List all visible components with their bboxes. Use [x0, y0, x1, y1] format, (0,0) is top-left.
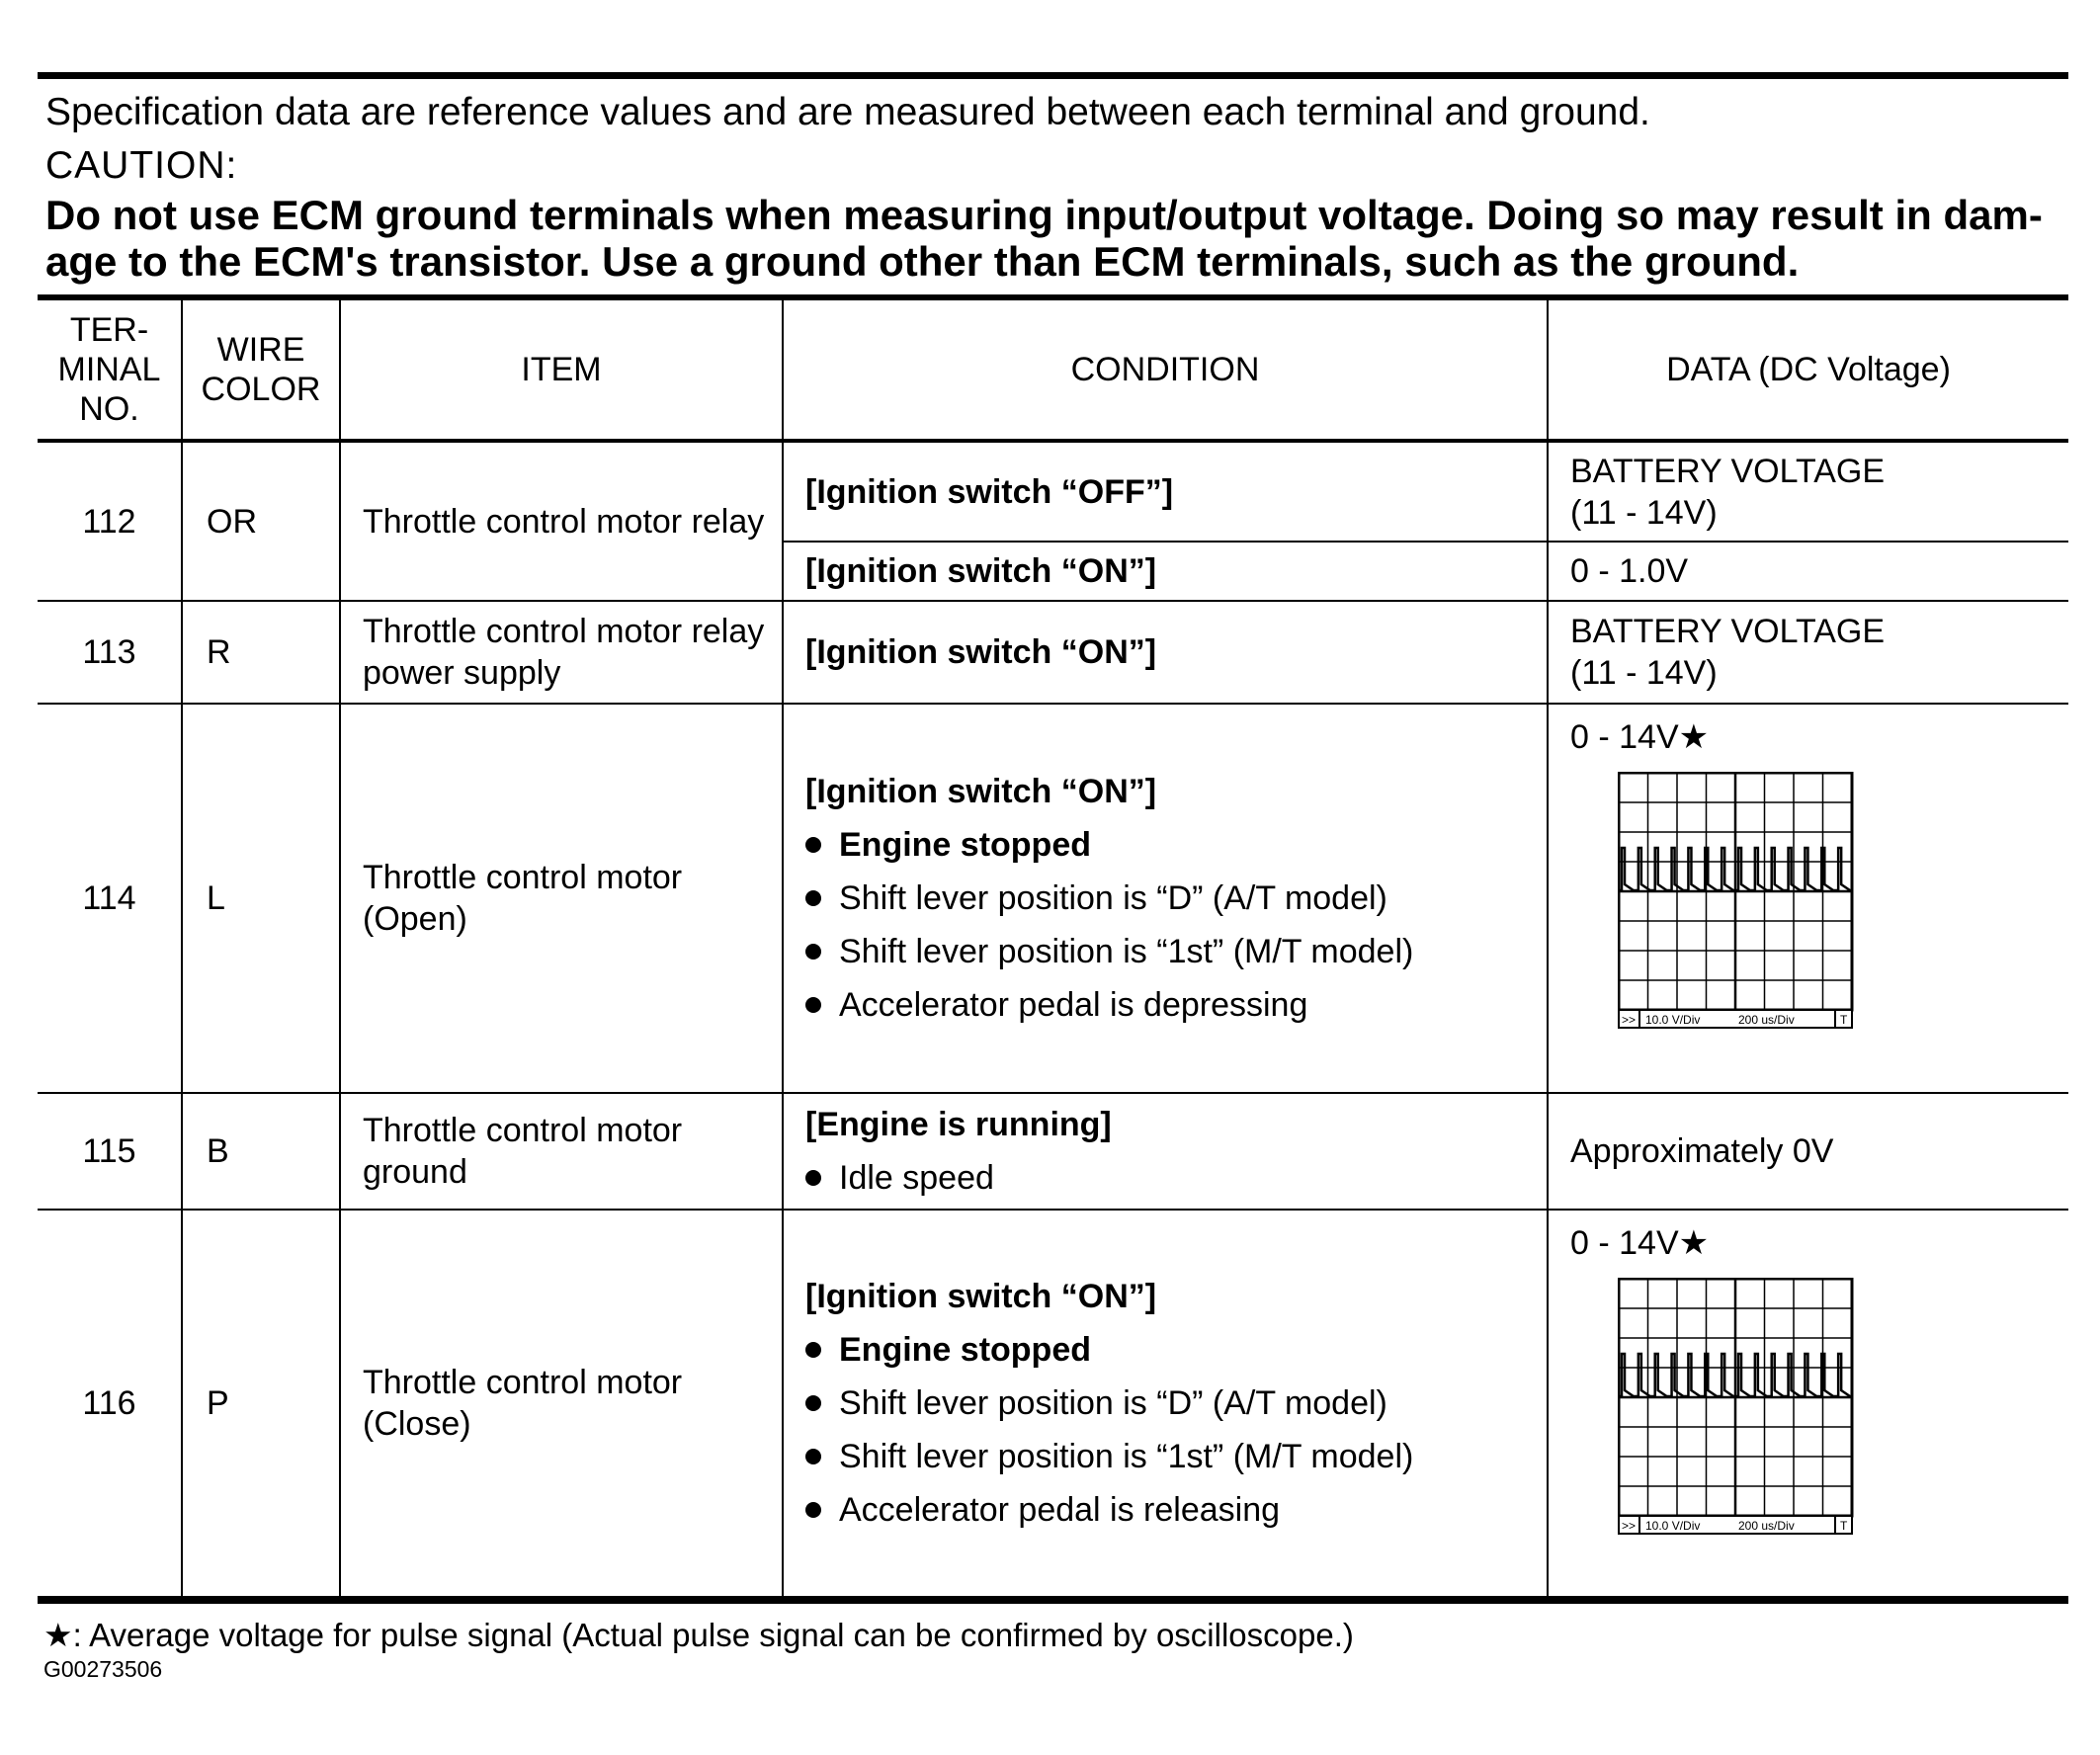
data-cell: BATTERY VOLTAGE (11 - 14V) — [1548, 601, 2068, 704]
data-cell: 0 - 1.0V — [1548, 542, 2068, 601]
table-row — [38, 441, 2068, 542]
data-cell: 0 - 14V★ >> 10.0 V/Div 200 us/Div T — [1548, 1210, 2068, 1597]
data-cell: BATTERY VOLTAGE (11 - 14V) — [1548, 441, 2068, 542]
header-data: DATA (DC Voltage) — [1548, 300, 2068, 441]
condition-cell: [Ignition switch “OFF”] — [783, 441, 1548, 542]
condition-bullet: Accelerator pedal is releasing — [805, 1483, 1547, 1537]
condition-bullet: Shift lever position is “D” (A/T model) — [805, 1377, 1547, 1430]
condition-bullet: Engine stopped — [805, 1323, 1547, 1377]
terminal-cell: 116 — [38, 1210, 182, 1597]
condition-cell: [Ignition switch “ON”] — [783, 542, 1548, 601]
condition-cell: [Ignition switch “ON”] Engine stopped Shift lever position is “D” (A/T model) Shift lever position is “1st” (M/T model) Accelerator pedal is depressing — [783, 704, 1548, 1093]
table-row — [38, 1093, 2068, 1210]
scope-time-div: 200 us/Div — [1738, 1519, 1795, 1533]
table-bottom-rule — [38, 1598, 2068, 1604]
footnote: ★: Average voltage for pulse signal (Actual pulse signal can be confirmed by oscilloscope.) — [43, 1617, 1354, 1653]
caution-line-1: Do not use ECM ground terminals when measuring input/output voltage. Doing so may result in dam- — [45, 192, 2043, 238]
figure-id: G00273506 — [43, 1656, 163, 1682]
terminal-cell: 115 — [38, 1093, 182, 1210]
scope-time-div: 200 us/Div — [1738, 1013, 1795, 1027]
item-cell: Throttle control motor relay — [340, 441, 783, 601]
terminal-cell: 113 — [38, 601, 182, 704]
scope-volt-div: 10.0 V/Div — [1645, 1013, 1701, 1027]
condition-cell: [Engine is running] Idle speed — [783, 1093, 1548, 1210]
page — [38, 72, 2068, 1683]
item-cell: Throttle control motor ground — [340, 1093, 783, 1210]
terminal-cell: 114 — [38, 704, 182, 1093]
item-cell: Throttle control motor (Open) — [340, 704, 783, 1093]
item-cell: Throttle control motor relay power supply — [340, 601, 783, 704]
scope-suffix: T — [1840, 1013, 1848, 1027]
scope-suffix: T — [1840, 1519, 1848, 1533]
condition-cell: [Ignition switch “ON”] — [783, 601, 1548, 704]
data-cell: Approximately 0V — [1548, 1093, 2068, 1210]
table-header-row — [38, 300, 2068, 441]
table-row — [38, 704, 2068, 1093]
scope-volt-div: 10.0 V/Div — [1645, 1519, 1701, 1533]
terminal-cell: 112 — [38, 441, 182, 601]
caution-text — [38, 192, 2068, 285]
header-condition: CONDITION — [783, 300, 1548, 441]
wire-color-cell: B — [182, 1093, 340, 1210]
caution-title: CAUTION: — [45, 144, 238, 187]
condition-cell: [Ignition switch “ON”] Engine stopped Shift lever position is “D” (A/T model) Shift lever position is “1st” (M/T model) Accelerator pedal is releasing — [783, 1210, 1548, 1597]
item-cell: Throttle control motor (Close) — [340, 1210, 783, 1597]
oscilloscope-waveform — [1618, 772, 1855, 1029]
condition-bullet: Engine stopped — [805, 818, 1547, 872]
oscilloscope-waveform — [1618, 1278, 1855, 1535]
condition-bullet: Shift lever position is “D” (A/T model) — [805, 872, 1547, 925]
condition-bullet: Shift lever position is “1st” (M/T model) — [805, 1430, 1547, 1483]
header-wire-color: WIRE COLOR — [182, 300, 340, 441]
wire-color-cell: P — [182, 1210, 340, 1597]
condition-bullet: Idle speed — [805, 1151, 1547, 1205]
header-terminal-no: TER- MINAL NO. — [38, 300, 182, 441]
caution-line-2: age to the ECM's transistor. Use a ground other than ECM terminals, such as the ground. — [45, 238, 1800, 285]
header-item: ITEM — [340, 300, 783, 441]
wire-color-cell: R — [182, 601, 340, 704]
data-cell: 0 - 14V★ >> 10.0 V/Div 200 us/Div T — [1548, 704, 2068, 1093]
scope-prefix: >> — [1622, 1013, 1637, 1027]
condition-bullet: Accelerator pedal is depressing — [805, 978, 1547, 1032]
ecm-terminal-table — [38, 300, 2068, 1598]
condition-bullet: Shift lever position is “1st” (M/T model) — [805, 925, 1547, 978]
scope-prefix: >> — [1622, 1519, 1637, 1533]
top-rule — [38, 72, 2068, 79]
intro-text: Specification data are reference values and are measured between each terminal and ground. — [45, 91, 1650, 133]
table-row — [38, 601, 2068, 704]
wire-color-cell: L — [182, 704, 340, 1093]
table-row — [38, 1210, 2068, 1597]
wire-color-cell: OR — [182, 441, 340, 601]
